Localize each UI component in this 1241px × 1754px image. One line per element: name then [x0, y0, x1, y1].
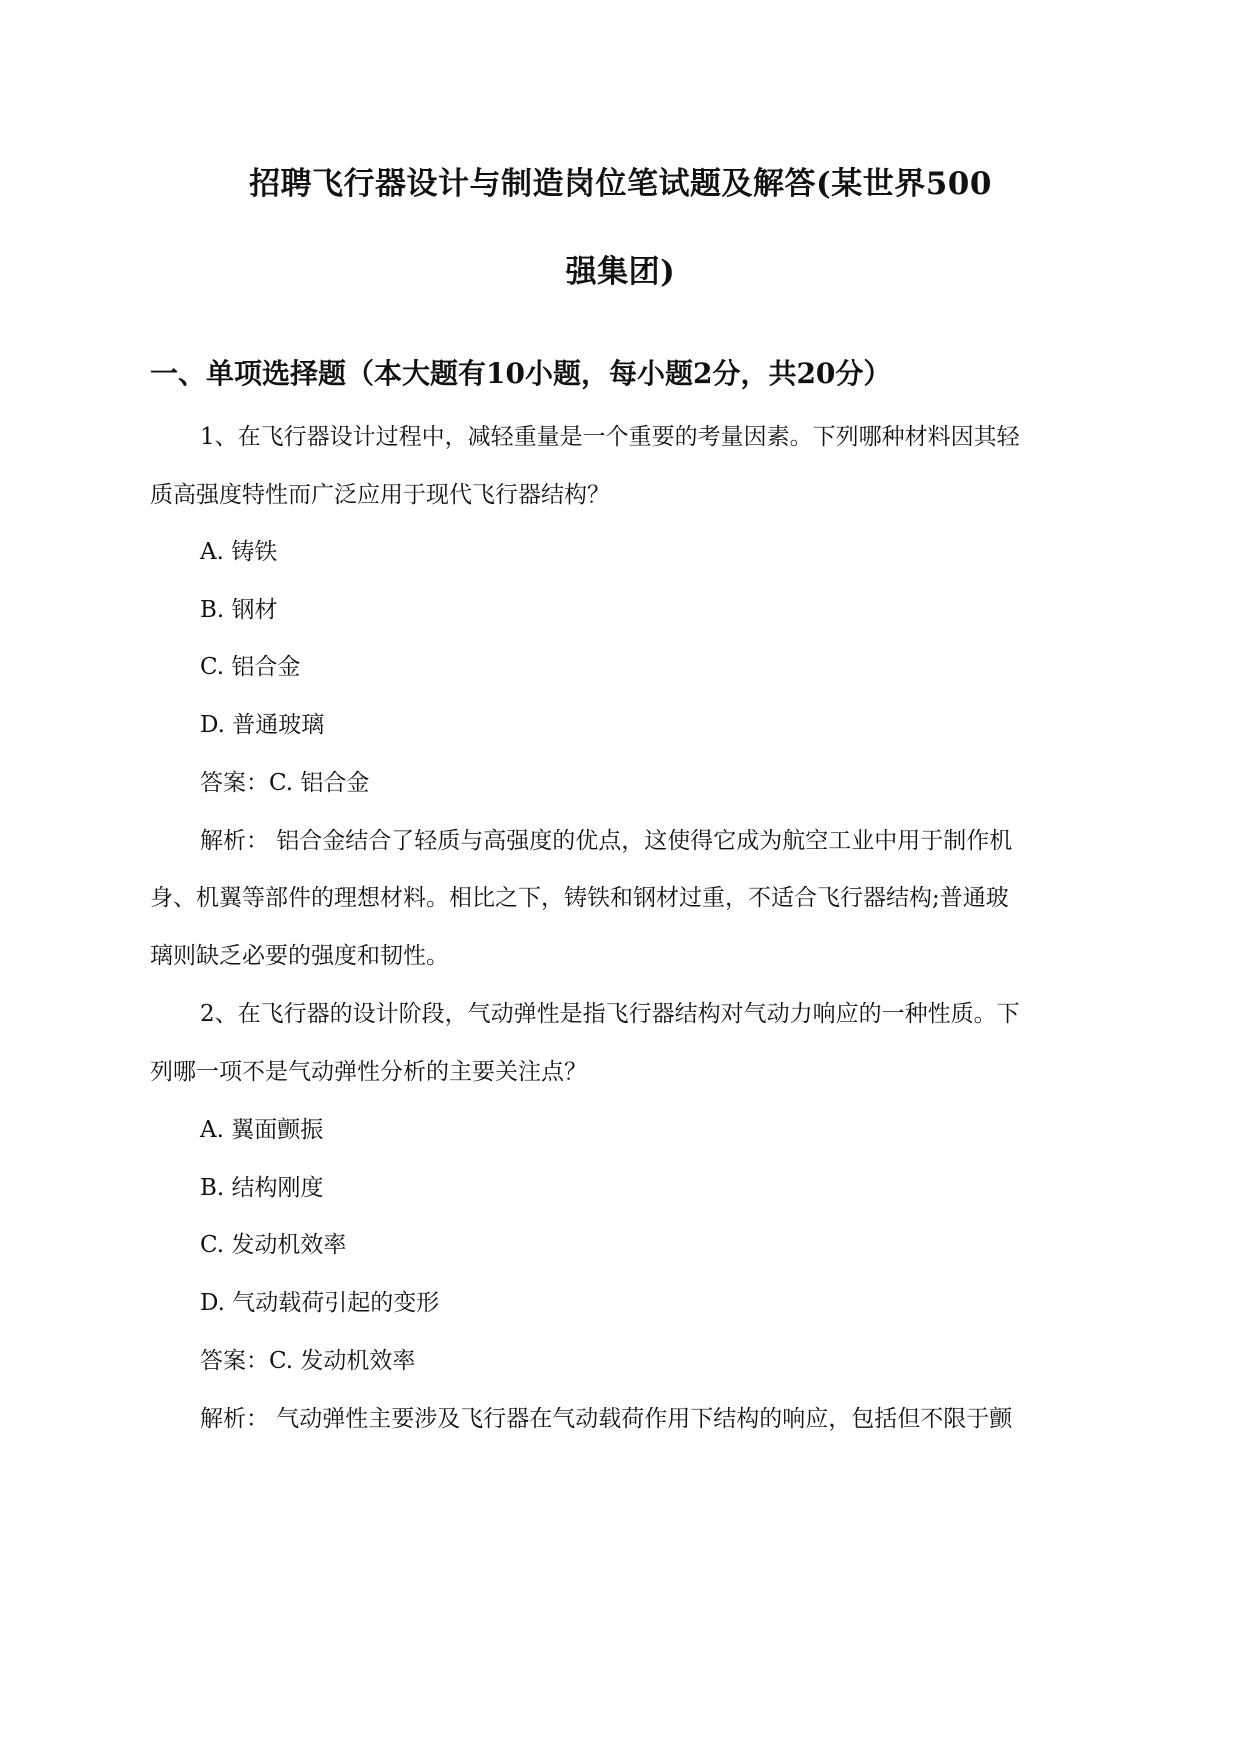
question-1-analysis-line-1: 解析： 铝合金结合了轻质与高强度的优点，这使得它成为航空工业中用于制作机 [200, 828, 1013, 854]
question-2-option-b: B. 结构刚度 [200, 1175, 324, 1201]
question-1-option-c: C. 铝合金 [200, 654, 301, 680]
question-2-stem-line-1: 2、在飞行器的设计阶段，气动弹性是指飞行器结构对气动力响应的一种性质。下 [200, 1001, 1020, 1027]
question-2-option-d: D. 气动载荷引起的变形 [200, 1290, 440, 1316]
question-1-option-d: D. 普通玻璃 [200, 712, 325, 738]
question-1-stem-line-2: 质高强度特性而广泛应用于现代飞行器结构？ [150, 482, 610, 508]
document-title-line-2: 强集团) [565, 254, 676, 290]
section-heading: 一、单项选择题（本大题有10小题，每小题2分，共20分） [150, 357, 892, 390]
question-2-option-a: A. 翼面颤振 [200, 1117, 324, 1143]
question-1-stem-line-1: 1、在飞行器设计过程中，减轻重量是一个重要的考量因素。下列哪种材料因其轻 [200, 424, 1020, 450]
question-1-analysis-line-2: 身、机翼等部件的理想材料。相比之下，铸铁和钢材过重，不适合飞行器结构;普通玻 [150, 885, 1009, 911]
question-1-analysis-line-3: 璃则缺乏必要的强度和韧性。 [150, 943, 449, 969]
question-1-answer: 答案：C. 铝合金 [200, 770, 370, 796]
question-2-answer: 答案：C. 发动机效率 [200, 1348, 416, 1374]
document-title-line-1: 招聘飞行器设计与制造岗位笔试题及解答(某世界500 [249, 166, 992, 202]
question-1-option-b: B. 钢材 [200, 597, 278, 623]
question-2-option-c: C. 发动机效率 [200, 1232, 347, 1258]
question-1-option-a: A. 铸铁 [200, 539, 278, 565]
question-2-stem-line-2: 列哪一项不是气动弹性分析的主要关注点？ [150, 1059, 587, 1085]
question-2-analysis-line-1: 解析： 气动弹性主要涉及飞行器在气动载荷作用下结构的响应，包括但不限于颤 [200, 1406, 1013, 1432]
